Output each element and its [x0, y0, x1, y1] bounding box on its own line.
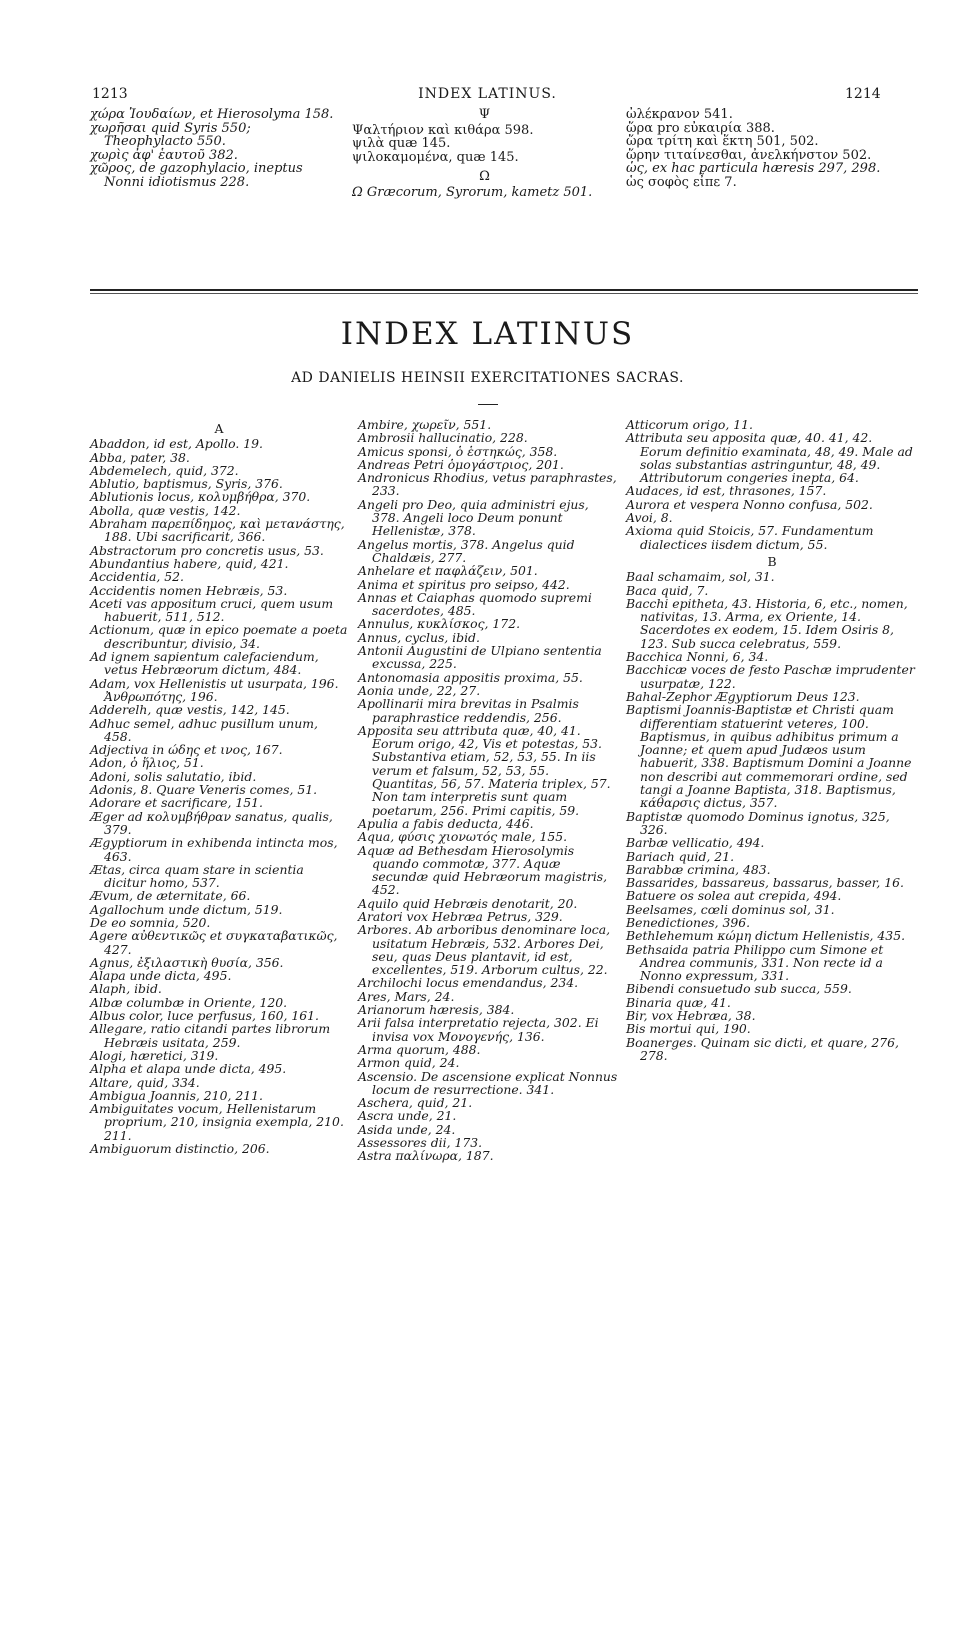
list-item: Ætas, circa quam stare in scientia dicitur homo, 537. — [90, 861, 304, 891]
list-item: Albæ columbæ in Oriente, 120. — [90, 994, 288, 1010]
section-letter-psi: Ψ — [478, 107, 491, 122]
list-item: Arbores. Ab arboribus denominare loca, usitatum Hebræis, 532. Arbores Dei, seu, quas Deus plantavit, id est, excellentes, 519. Arborum cultus, 22. — [358, 922, 611, 978]
list-item: Bariach quid, 21. — [626, 848, 735, 864]
list-item: Æger ad κολυμβήθραν sanatus, qualis, 379. — [90, 808, 333, 837]
list-item: Aratori vox Hebræa Petrus, 329. — [358, 908, 563, 924]
list-item: Beelsames, cœli dominus sol, 31. — [626, 901, 835, 917]
list-item: ψιλὰ quæ 145. — [352, 136, 451, 152]
list-item: Antonii Augustini de Ulpiano sententia excussa, 225. — [358, 643, 602, 672]
list-item: Angeli pro Deo, quia administri ejus, 378. Angeli loco Deum ponunt Hellenistæ, 378. — [358, 496, 589, 539]
list-item: Accidentis nomen Hebræis, 53. — [90, 582, 288, 598]
list-item: Amicus sponsi, ὁ ἑστηκώς, 358. — [358, 443, 558, 459]
list-item: Archilochi locus emendandus, 234. — [358, 975, 579, 991]
list-item: Arma quorum, 488. — [358, 1041, 481, 1057]
list-item: Avoi, 8. — [626, 510, 673, 526]
top-column-2 — [352, 108, 617, 200]
list-item: Abdemelech, quid, 372. — [90, 462, 239, 478]
list-item: Ψαλτήριον καὶ κιθάρα 598. — [352, 122, 534, 138]
list-item: Ambiguitates vocum, Hellenistarum proprium, 210, insignia exempla, 210. 211. — [90, 1101, 344, 1143]
list-item: Anima et spiritus pro seipso, 442. — [358, 576, 570, 592]
list-item: Ad ignem sapientum calefaciendum, vetus Hebræorum dictum, 484. — [90, 649, 319, 678]
list-item: Ævum, de æternitate, 66. — [90, 888, 251, 904]
list-item: ὥρην τιταίνεσθαι, ἀνελκήνστον 502. — [626, 147, 872, 163]
list-item: Abraham παρεπίδημος, καὶ μετανάστης, 188. Ubi sacrificarit, 366. — [90, 516, 345, 545]
list-item: Abstractorum pro concretis usus, 53. — [90, 542, 324, 558]
list-item: Alapa unde dicta, 495. — [90, 968, 232, 984]
list-item: ψιλοκαμομένα, quæ 145. — [352, 149, 519, 165]
list-item: ὡς, ex hac particula hæresis 297, 298. — [626, 161, 881, 177]
list-item: Aschera, quid, 21. — [358, 1095, 473, 1111]
list-item: Bir, vox Hebræa, 38. — [626, 1008, 756, 1024]
title-dash — [478, 404, 498, 405]
list-item: Atticorum origo, 11. — [626, 417, 753, 432]
list-item: ὠλέκρανον 541. — [626, 107, 733, 122]
list-item: Agallochum unde dictum, 519. — [90, 901, 283, 917]
list-item: Bis mortui qui, 190. — [626, 1021, 751, 1037]
list-item: Adam, vox Hellenistis ut usurpata, 196. Ἀνθρωπότης, 196. — [90, 675, 339, 704]
list-item: Ambigua Joannis, 210, 211. — [90, 1087, 263, 1103]
list-item: Altare, quid, 334. — [90, 1074, 200, 1090]
list-item: Adorare et sacrificare, 151. — [90, 795, 263, 811]
list-item: Baptismi Joannis-Baptistæ et Christi quam differentiam statuerint veteres, 100. Baptismus, in quibus adhibitus primum a Joanne; et quem apud Judæos usum habuerit, 338. Baptismum Domini a Joanne non describi aut commemorari ordine, sed tangi a Joanne Baptista, 318. Baptismus, κάθαρσις dictus, 357. — [626, 702, 912, 811]
list-item: Agere αὐθεντικῶς et συγκαταβατικῶς, 427. — [90, 928, 338, 957]
list-item: Apposita seu attributa quæ, 40, 41. Eorum origo, 42, Vis et potestas, 53. Substantiva etiam, 52, 53, 55. In iis verum et falsum, 52, 53, 55. Quantitas, 56, 57. Materia triplex, 57. Non tam interpretis sunt quam poetarum, 256. Primi capitis, 59. — [358, 722, 611, 818]
list-item: Batuere os solea aut crepida, 494. — [626, 888, 842, 904]
list-item: Aurora et vespera Nonno confusa, 502. — [626, 496, 873, 512]
list-item: Bassarides, bassareus, bassarus, basser, 16. — [626, 875, 904, 891]
list-item: χώρα Ἰουδαίων, et Hierosolyma 158. — [90, 107, 334, 122]
index-title: INDEX LATINUS — [340, 316, 635, 352]
list-item: Ascra unde, 21. — [358, 1108, 457, 1124]
list-item: Aquæ ad Bethesdam Hierosolymis quando commotæ, 377. Aquæ secundæ quid Hebræorum magistris, 452. — [358, 842, 608, 898]
list-item: Adderelh, quæ vestis, 142, 145. — [90, 702, 290, 718]
list-item: Alpha et alapa unde dicta, 495. — [90, 1061, 287, 1077]
list-item: Ambrosii hallucinatio, 228. — [358, 430, 528, 446]
list-item: χωρὶς ἀφ' ἑαυτοῦ 382. — [90, 147, 238, 163]
list-item: Axioma quid Stoicis, 57. Fundamentum dialectices iisdem dictum, 55. — [626, 523, 874, 552]
list-item: Adhuc semel, adhuc pusillum unum, 458. — [90, 715, 318, 744]
list-item: Baca quid, 7. — [626, 582, 709, 598]
list-item: Abaddon, id est, Apollo. 19. — [90, 436, 263, 452]
list-item: Bahal-Zephor Ægyptiorum Deus 123. — [626, 688, 860, 704]
right-page-number: 1214 — [845, 86, 881, 102]
list-item: Armon quid, 24. — [358, 1055, 460, 1071]
list-item: Andronicus Rhodius, vetus paraphrastes, 233. — [358, 470, 617, 499]
list-item: Apollinarii mira brevitas in Psalmis paraphrastice reddendis, 256. — [358, 696, 579, 725]
list-item: Aceti vas appositum cruci, quem usum habuerit, 511, 512. — [90, 595, 334, 625]
list-item: Ares, Mars, 24. — [358, 988, 455, 1004]
list-item: Agnus, ἐξιλαστικὴ θυσία, 356. — [90, 954, 284, 970]
list-item: Adon, ὁ ἥλιος, 51. — [90, 755, 204, 771]
list-item: Angelus mortis, 378. Angelus quid Chaldæis, 277. — [358, 536, 575, 565]
section-divider — [90, 289, 918, 291]
list-item: Benedictiones, 396. — [626, 914, 751, 930]
list-item: Annas et Caiaphas quomodo supremi sacerdotes, 485. — [358, 589, 592, 619]
section-divider-thin — [90, 293, 918, 294]
list-item: Audaces, id est, thrasones, 157. — [626, 483, 827, 499]
list-item: Adonis, 8. Quare Veneris comes, 51. — [90, 782, 318, 798]
list-item: Ambire, χωρεῖν, 551. — [358, 417, 492, 432]
list-item: Antonomasia appositis proxima, 55. — [358, 669, 583, 685]
list-item: Bethlehemum κώμη dictum Hellenistis, 435. — [626, 928, 906, 944]
list-item: χῶρος, de gazophylacio, ineptus Nonni idiotismus 228. — [90, 161, 303, 190]
list-item: Abba, pater, 38. — [90, 449, 190, 465]
section-letter-b: B — [767, 553, 777, 569]
list-item: Abundantius habere, quid, 421. — [90, 555, 289, 571]
list-item: Aonia unde, 22, 27. — [358, 682, 481, 698]
list-item: Bacchica Nonni, 6, 34. — [626, 649, 769, 665]
index-column-3 — [626, 418, 918, 1062]
list-item: Ascensio. De ascensione explicat Nonnus locum de resurrectione. 341. — [358, 1068, 618, 1097]
list-item: Accidentia, 52. — [90, 569, 184, 585]
list-item: Boanerges. Quinam sic dicti, et quare, 276, 278. — [626, 1034, 899, 1063]
index-column-1 — [90, 418, 348, 1155]
section-letter-a: A — [214, 421, 224, 436]
list-item: Assessores dii, 173. — [358, 1135, 483, 1151]
list-item: Bacchi epitheta, 43. Historia, 6, etc., nomen, nativitas, 13. Arma, ex Oriente, 14. Sacerdotes ex eodem, 15. Idem Osiris 8, 123. Sub succa celebratus, 559. — [626, 595, 908, 651]
list-item: Arianorum hæresis, 384. — [358, 1002, 515, 1018]
list-item: Arii falsa interpretatio rejecta, 302. Ei invisa vox Μονογενής, 136. — [358, 1015, 599, 1044]
running-title: INDEX LATINUS. — [418, 86, 557, 102]
list-item: Anhelare et παφλάζειν, 501. — [358, 563, 538, 579]
list-item: Aqua, φύσις χιονωτός male, 155. — [358, 829, 568, 845]
list-item: Barabbæ crimina, 483. — [626, 861, 771, 877]
list-item: ὥρα τρίτη καὶ ἕκτη 501, 502. — [626, 134, 819, 150]
list-item: Annus, cyclus, ibid. — [358, 629, 480, 645]
list-item: Baptistæ quomodo Dominus ignotus, 325, 326. — [626, 808, 890, 837]
list-item: Binaria quæ, 41. — [626, 994, 731, 1010]
list-item: Aquilo quid Hebræis denotarit, 20. — [358, 895, 578, 911]
list-item: ὥρα pro εὐκαιρία 388. — [626, 120, 775, 136]
list-item: Baal schamaim, sol, 31. — [626, 569, 775, 585]
list-item: χωρῆσαι quid Syris 550; Theophylacto 550. — [90, 120, 251, 150]
list-item: Ambiguorum distinctio, 206. — [90, 1141, 270, 1157]
list-item: Actionum, quæ in epico poemate a poeta describuntur, divisio, 34. — [90, 622, 348, 651]
list-item: Bibendi consuetudo sub succa, 559. — [626, 981, 852, 997]
list-item: Bacchicæ voces de festo Paschæ imprudenter usurpatæ, 122. — [626, 662, 915, 691]
top-column-1 — [90, 108, 340, 190]
list-item: Attributa seu apposita quæ, 40. 41, 42. Eorum definitio examinata, 48, 49. Male ad solas substantias astringuntur, 48, 49. Attributorum congeries inepta, 64. — [626, 430, 913, 486]
top-column-3 — [626, 108, 921, 190]
list-item: Adjectiva in ώδης et ινος, 167. — [90, 742, 283, 758]
list-item: De eo somnia, 520. — [90, 914, 211, 930]
list-item: Ω Græcorum, Syrorum, kametz 501. — [352, 184, 593, 200]
list-item: Alaph, ibid. — [90, 981, 162, 997]
list-item: Ablutionis locus, κολυμβήθρα, 370. — [90, 489, 311, 505]
list-item: ὡς σοφὸς εἶπε 7. — [626, 174, 737, 190]
list-item: Allegare, ratio citandi partes librorum Hebræis usitata, 259. — [90, 1021, 331, 1050]
list-item: Astra παλίνωρα, 187. — [358, 1148, 494, 1164]
list-item: Abolla, quæ vestis, 142. — [90, 502, 241, 518]
list-item: Adoni, solis salutatio, ibid. — [90, 768, 257, 784]
section-letter-omega: Ω — [479, 169, 490, 185]
list-item: Albus color, luce perfusus, 160, 161. — [90, 1008, 319, 1024]
list-item: Ablutio, baptismus, Syris, 376. — [90, 476, 283, 492]
list-item: Alogi, hæretici, 319. — [90, 1047, 219, 1063]
index-subtitle: AD DANIELIS HEINSII EXERCITATIONES SACRAS. — [291, 370, 684, 386]
list-item: Apulia a fabis deducta, 446. — [358, 815, 534, 831]
list-item: Ægyptiorum in exhibenda intincta mos, 463. — [90, 835, 338, 864]
index-column-2 — [358, 418, 618, 1163]
list-item: Annulus, κυκλίσκος, 172. — [358, 616, 521, 632]
list-item: Barbæ vellicatio, 494. — [626, 835, 765, 851]
list-item: Asida unde, 24. — [358, 1121, 456, 1137]
left-page-number: 1213 — [92, 86, 128, 102]
list-item: Bethsaida patria Philippo cum Simone et Andrea communis, 331. Non recte id a Nonno expressum, 331. — [626, 941, 884, 984]
list-item: Andreas Petri ὁμογάστριος, 201. — [358, 456, 564, 472]
